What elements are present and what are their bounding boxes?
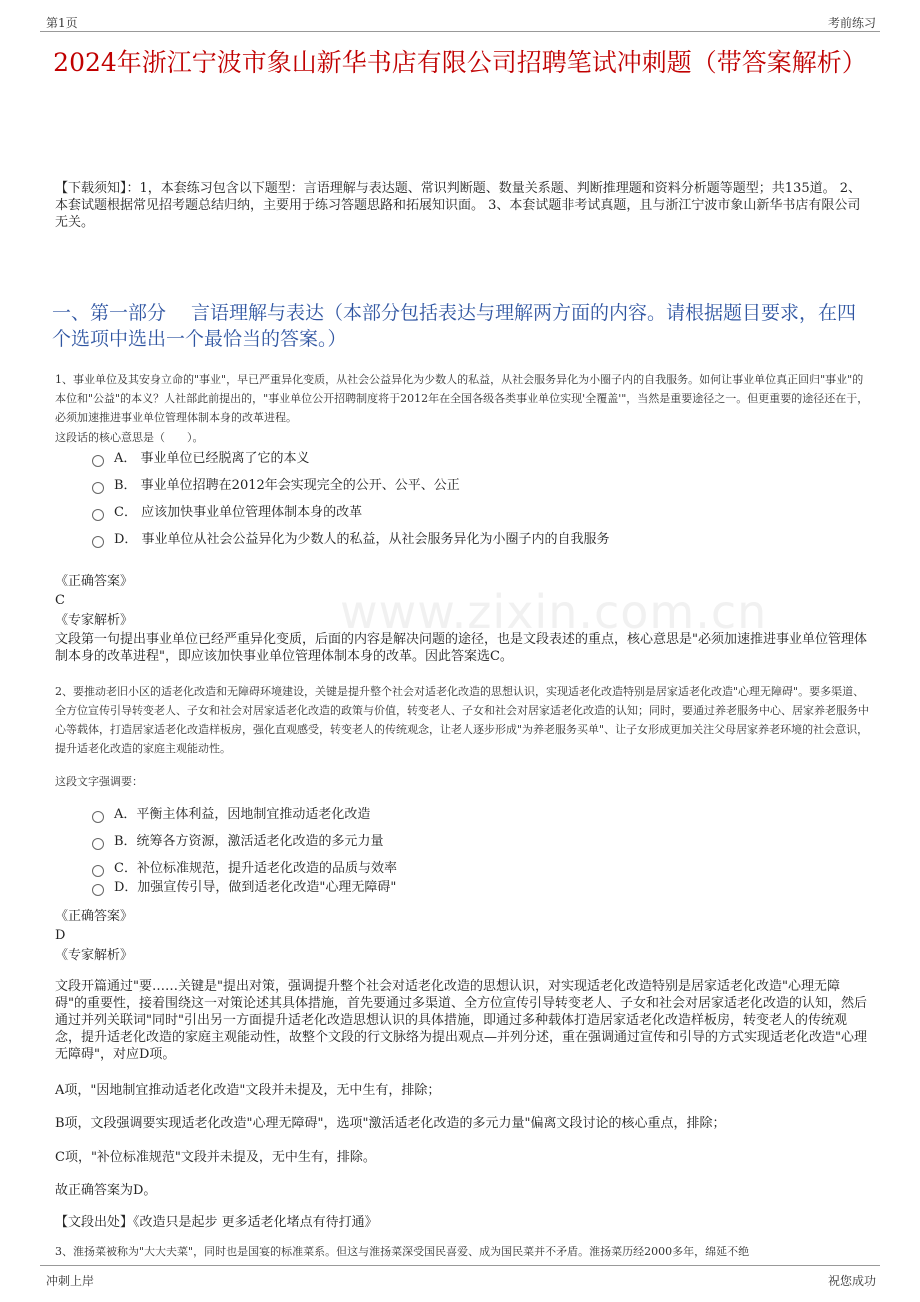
question-2-prompt: 这段文字强调要： bbox=[55, 775, 143, 788]
q1-analysis-label: 《专家解析》 bbox=[55, 613, 134, 628]
q1-answer: C bbox=[55, 593, 65, 608]
q1-option-c[interactable]: C． 应该加快事业单位管理体制本身的改革 bbox=[92, 504, 362, 522]
download-notice: 【下载须知】：1，本套练习包含以下题型：言语理解与表达题、常识判断题、数量关系题、判断推理题和资料分析题等题型；共135道。 2、本套试题根据常见招考题总结归纳，主要用于练习答题思路和拓展知识面。 3、本套试题非考试真题，且与浙江宁波市象山新华书店有限公司无关。 bbox=[55, 181, 861, 230]
watermark: www.zixin.com.cn bbox=[340, 585, 768, 639]
q2-conclusion: 故正确答案为D。 bbox=[55, 1183, 157, 1198]
q1-option-d[interactable]: D． 事业单位从社会公益异化为少数人的私益，从社会服务异化为小圈子内的自我服务 bbox=[92, 531, 610, 549]
question-3-partial-text: 3、淮扬菜被称为"大大夫菜"，同时也是国宴的标准菜系。但这与淮扬菜深受国民喜爱、成为国民菜并不矛盾。淮扬菜历经2000多年，绵延不绝 bbox=[55, 1246, 750, 1258]
q2-option-d[interactable]: D．加强宣传引导，做到适老化改造"心理无障碍" bbox=[92, 879, 396, 897]
radio-icon[interactable] bbox=[92, 884, 104, 896]
q2-note-c: C项，"补位标准规范"文段并未提及，无中生有，排除。 bbox=[55, 1150, 376, 1165]
q1-option-a[interactable]: A． 事业单位已经脱离了它的本义 bbox=[92, 450, 310, 468]
question-2-text: 2、要推动老旧小区的适老化改造和无障碍环境建设，关键是提升整个社会对适老化改造的思想认识，实现适老化改造特别是居家适老化改造"心理无障碍"。要多渠道、全方位宣传引导转变老人、子女和社会对居家适老化改造的政策与价值，转变老人、子女和社会对居家适老化改造的认知；同时，要通过养老服务中心、居家养老服务中心等载体，打造居家适老化改造样板房，强化直观感受，转变老人的传统观念，让老人逐步形成"为养老服务买单"、让子女形成更加关注父母居家养老环境的社会意识，提升适老化改造的家庭主观能动性。 bbox=[55, 685, 869, 755]
q2-option-b[interactable]: B．统筹各方资源，激活适老化改造的多元力量 bbox=[92, 833, 384, 851]
footer-right-label: 祝您成功 bbox=[827, 1274, 876, 1288]
radio-icon[interactable] bbox=[92, 865, 104, 877]
header-right-label: 考前练习 bbox=[827, 16, 876, 30]
q2-note-a: A项，"因地制宜推动适老化改造"文段并未提及，无中生有，排除； bbox=[55, 1083, 441, 1098]
footer-divider bbox=[40, 1265, 880, 1266]
header-divider bbox=[40, 31, 880, 32]
q2-option-a[interactable]: A．平衡主体利益，因地制宜推动适老化改造 bbox=[92, 806, 370, 824]
q1-answer-label: 《正确答案》 bbox=[55, 574, 134, 589]
q1-option-b[interactable]: B． 事业单位招聘在2012年会实现完全的公开、公平、公正 bbox=[92, 477, 460, 495]
q2-analysis-label: 《专家解析》 bbox=[55, 948, 134, 963]
radio-icon[interactable] bbox=[92, 811, 104, 823]
document-title: 2024年浙江宁波市象山新华书店有限公司招聘笔试冲刺题（带答案解析） bbox=[53, 48, 867, 77]
q2-source: 【文段出处】《改造只是起步 更多适老化堵点有待打通》 bbox=[55, 1215, 378, 1230]
radio-icon[interactable] bbox=[92, 509, 104, 521]
question-1-text: 1、事业单位及其安身立命的"事业"，早已严重异化变质，从社会公益异化为少数人的私益，从社会服务异化为小圈子内的自我服务。如何让事业单位真正回归"事业"的本位和"公益"的本义？人社部此前提出的，"事业单位公开招聘制度将于2012年在全国各级各类事业单位实现'全覆盖'"，当然是重要途径之一。但更重要的途径还在于，必须加速推进事业单位管理体制本身的改革进程。 bbox=[55, 373, 869, 424]
radio-icon[interactable] bbox=[92, 838, 104, 850]
radio-icon[interactable] bbox=[92, 536, 104, 548]
section-heading: 一、第一部分 言语理解与表达（本部分包括表达与理解两方面的内容。请根据题目要求，在四个选项中选出一个最恰当的答案。） bbox=[52, 302, 857, 350]
footer-left-label: 冲刺上岸 bbox=[46, 1274, 95, 1288]
q1-analysis: 文段第一句提出事业单位已经严重异化变质，后面的内容是解决问题的途径，也是文段表述的重点，核心意思是"必须加速推进事业单位管理体制本身的改革进程"，即应该加快事业单位管理体制本身的改革。因此答案选C。 bbox=[55, 632, 867, 664]
q2-answer-label: 《正确答案》 bbox=[55, 909, 134, 924]
page-number: 第1页 bbox=[46, 16, 78, 30]
question-1-prompt: 这段话的核心意思是（ ）。 bbox=[55, 431, 204, 444]
q2-note-b: B项，文段强调要实现适老化改造"心理无障碍"，选项"激活适老化改造的多元力量"偏离文段讨论的核心重点，排除； bbox=[55, 1116, 726, 1131]
q2-option-c[interactable]: C．补位标准规范，提升适老化改造的品质与效率 bbox=[92, 860, 397, 878]
question-3-partial-wrapper bbox=[55, 1246, 870, 1258]
q2-analysis: 文段开篇通过"要……关键是"提出对策，强调提升整个社会对适老化改造的思想认识，对实现适老化改造特别是居家适老化改造"心理无障碍"的重要性，接着围绕这一对策论述其具体措施，首先要通过多渠道、全方位宣传引导转变老人、子女和社会对居家适老化改造的认知，然后通过并列关联词"同时"引出另一方面提升适老化改造思想认识的具体措施，即通过多种载体打造居家适老化改造样板房，转变老人的传统观念，提升适老化改造的家庭主观能动性，故整个文段的行文脉络为提出观点—并列分述，重在强调通过宣传和引导的方式实现适老化改造"心理无障碍"，对应D项。 bbox=[55, 979, 867, 1062]
radio-icon[interactable] bbox=[92, 482, 104, 494]
q2-answer: D bbox=[55, 928, 66, 943]
radio-icon[interactable] bbox=[92, 455, 104, 467]
